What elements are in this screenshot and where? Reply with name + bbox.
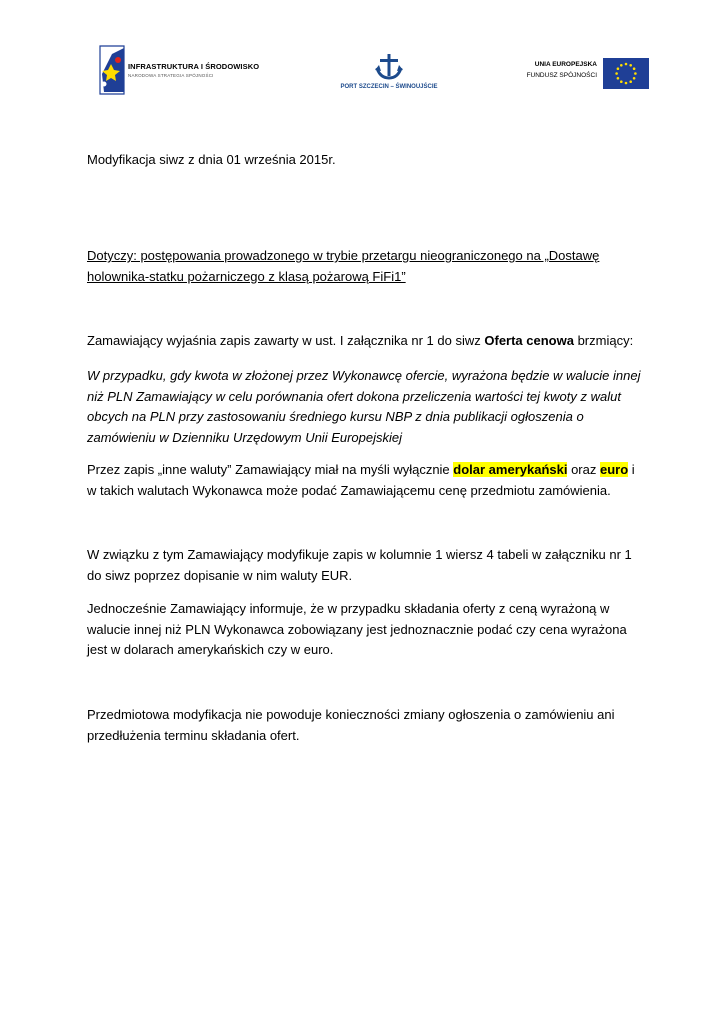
highlight-dolar: dolar amerykański [453,462,568,477]
intro-tail: brzmiący: [573,333,634,348]
modification-paragraph: W związku z tym Zamawiający modyfikuje zapis w kolumnie 1 wiersz 4 tabeli w załączniku nr 1 do siwz poprzez dopisanie w nim waluty EUR. [87,547,632,583]
quoted-clause: W przypadku, gdy kwota w złożonej przez Wykonawcę ofercie, wyrażona będzie w walucie innej niż PLN Zamawiający w celu porównania ofert dokona przeliczenia wartości tej kwoty z walut obcych na PLN przy zastosowaniu średniego kursu NBP z dnia publikacji ogłoszenia o zamówieniu w Dzienniku Urzędowym Unii Europejskiej [87,368,641,445]
port-logo [334,52,444,94]
infrastruktura-logo-title: INFRASTRUKTURA I ŚRODOWISKO [128,62,260,71]
subject-line: Dotyczy: postępowania prowadzonego w trybie przetargu nieograniczonego na „Dostawę holownika-statku pożarniczego z klasą pożarową FiFi1” [87,248,600,284]
intro-text: Zamawiający wyjaśnia zapis zawarty w ust. I załącznika nr 1 do siwz [87,333,485,348]
intro-bold-term: Oferta cenowa [484,333,574,348]
date-line: Modyfikacja siwz z dnia 01 września 2015r. [87,152,336,167]
info-paragraph: Jednocześnie Zamawiający informuje, że w przypadku składania oferty z ceną wyrażoną w walucie innej niż PLN Wykonawca zobowiązany jest jednoznacznie podać czy cena wyrażona jest w dolarach amerykańskich czy w euro. [87,601,627,657]
eu-logo-line2: FUNDUSZ SPÓJNOŚCI [526,72,597,79]
eu-logo-line1: UNIA EUROPEJSKA [534,61,597,68]
intro-paragraph [87,331,647,352]
eu-flag-icon [603,58,649,89]
port-logo-name: PORT SZCZECIN – ŚWINOUJŚCIE [340,84,438,90]
explanation-paragraph [87,460,647,501]
infrastruktura-logo [98,44,268,96]
explanation-part2: oraz [567,462,600,477]
closing-paragraph: Przedmiotowa modyfikacja nie powoduje konieczności zmiany ogłoszenia o zamówieniu ani przedłużenia terminu składania ofert. [87,707,615,743]
infrastruktura-emblem-icon [98,44,126,96]
letterhead [0,0,725,110]
explanation-part1: Przez zapis „inne waluty” Zamawiający miał na myśli wyłącznie [87,462,454,477]
infrastruktura-logo-subtitle: NARODOWA STRATEGIA SPÓJNOŚCI [128,73,214,78]
highlight-euro: euro [599,462,629,477]
anchor-icon [374,52,404,82]
eu-logo [515,58,650,90]
explanation-part3: i w takich walutach Wykonawca może podać Zamawiającemu cenę przedmiotu zamówienia. [87,462,635,498]
